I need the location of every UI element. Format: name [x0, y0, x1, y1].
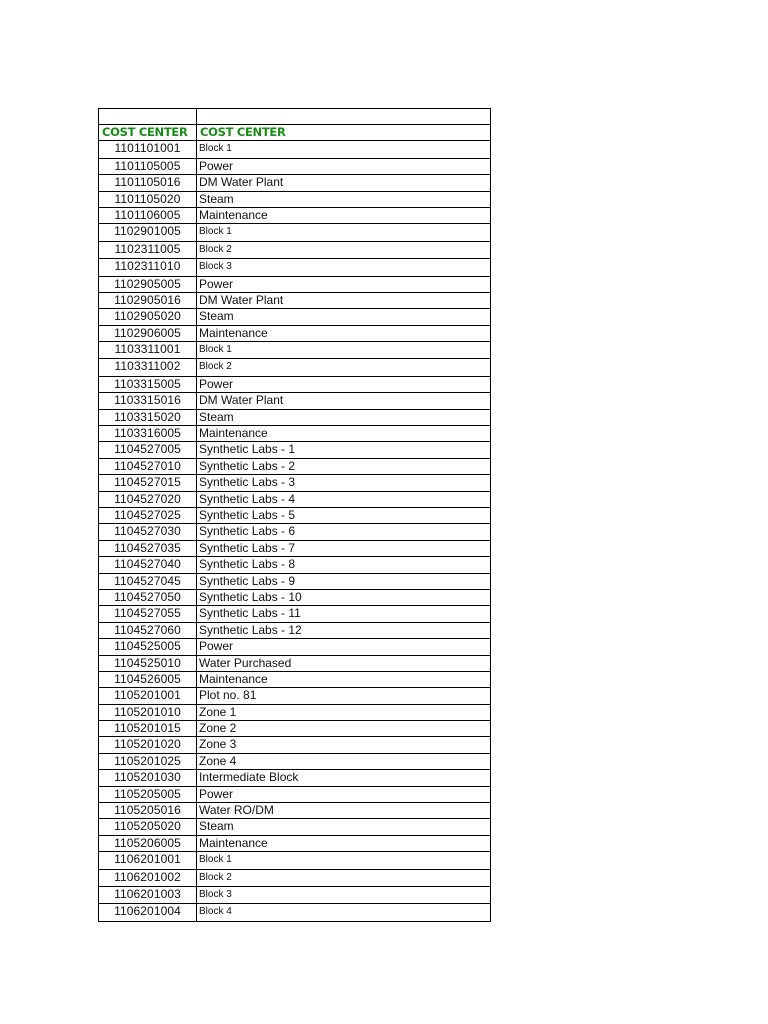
cost-center-name-cell[interactable]: Synthetic Labs - 7: [197, 540, 491, 556]
cost-center-code-cell[interactable]: 1105201030: [99, 770, 197, 786]
table-row: [99, 819, 491, 835]
table-row: [99, 852, 491, 869]
header-row: [99, 125, 491, 141]
cost-center-name-cell[interactable]: Synthetic Labs - 10: [197, 589, 491, 605]
table-row: [99, 573, 491, 589]
table-row: [99, 276, 491, 292]
cost-center-code-cell[interactable]: 1104527045: [99, 573, 197, 589]
cost-center-name-cell[interactable]: Maintenance: [197, 426, 491, 442]
table-row: [99, 753, 491, 769]
cost-center-name-cell[interactable]: Synthetic Labs - 2: [197, 458, 491, 474]
table-row: [99, 721, 491, 737]
cost-center-code-cell[interactable]: 1104527040: [99, 557, 197, 573]
cost-center-code-cell[interactable]: 1105205005: [99, 786, 197, 802]
cost-center-name-cell[interactable]: Power: [197, 639, 491, 655]
cost-center-name-cell[interactable]: DM Water Plant: [197, 175, 491, 191]
cost-center-code-cell[interactable]: 1104527010: [99, 458, 197, 474]
table-row: [99, 475, 491, 491]
cost-center-name-cell[interactable]: Maintenance: [197, 671, 491, 687]
table-row: [99, 442, 491, 458]
cost-center-name-cell[interactable]: DM Water Plant: [197, 393, 491, 409]
cost-center-name-cell[interactable]: Synthetic Labs - 12: [197, 622, 491, 638]
table-row: [99, 342, 491, 359]
table-body: [99, 109, 491, 922]
cost-center-code-cell[interactable]: 1103315020: [99, 409, 197, 425]
cost-center-code-cell[interactable]: 1105205020: [99, 819, 197, 835]
cost-center-code-cell[interactable]: 1103311002: [99, 359, 197, 376]
table-row: [99, 886, 491, 903]
cost-center-name-cell[interactable]: Block 1: [197, 342, 491, 359]
cost-center-name-cell[interactable]: Synthetic Labs - 1: [197, 442, 491, 458]
table-row: [99, 325, 491, 341]
cost-center-code-cell[interactable]: 1103316005: [99, 426, 197, 442]
table-row: [99, 507, 491, 523]
cost-center-code-cell[interactable]: 1103315016: [99, 393, 197, 409]
cost-center-name-cell[interactable]: Block 1: [197, 224, 491, 241]
cost-center-name-cell[interactable]: Synthetic Labs - 4: [197, 491, 491, 507]
cost-center-name-cell[interactable]: Maintenance: [197, 325, 491, 341]
cost-center-code-cell[interactable]: 1103311001: [99, 342, 197, 359]
cost-center-code-cell[interactable]: 1104527025: [99, 507, 197, 523]
cost-center-code-cell[interactable]: 1106201003: [99, 886, 197, 903]
cost-center-name-cell[interactable]: Zone 2: [197, 721, 491, 737]
cost-center-code-cell[interactable]: 1105201001: [99, 688, 197, 704]
cost-center-name-cell[interactable]: Synthetic Labs - 5: [197, 507, 491, 523]
table-row: [99, 359, 491, 376]
cost-center-code-cell[interactable]: 1105201010: [99, 704, 197, 720]
cost-center-name-cell[interactable]: Water Purchased: [197, 655, 491, 671]
cost-center-name-cell[interactable]: Block 2: [197, 359, 491, 376]
table-row: [99, 671, 491, 687]
header-cost-center-code[interactable]: COST CENTER: [99, 125, 197, 141]
table-row: [99, 606, 491, 622]
cost-center-code-cell[interactable]: 1104527035: [99, 540, 197, 556]
table-row: [99, 704, 491, 720]
cost-center-code-cell[interactable]: 1101105016: [99, 175, 197, 191]
table-row: [99, 309, 491, 325]
table-row: [99, 786, 491, 802]
cost-center-name-cell[interactable]: Zone 1: [197, 704, 491, 720]
cost-center-name-cell[interactable]: Block 3: [197, 886, 491, 903]
cost-center-code-cell[interactable]: 1104527060: [99, 622, 197, 638]
table-row: [99, 458, 491, 474]
cost-center-code-cell[interactable]: 1106201004: [99, 904, 197, 921]
cost-center-code-cell[interactable]: 1102311010: [99, 259, 197, 276]
table-row: [99, 540, 491, 556]
cost-center-code-cell[interactable]: 1102901005: [99, 224, 197, 241]
cost-center-name-cell[interactable]: Block 1: [197, 852, 491, 869]
table-row: [99, 409, 491, 425]
cost-center-name-cell[interactable]: Zone 4: [197, 753, 491, 769]
cost-center-name-cell[interactable]: Synthetic Labs - 6: [197, 524, 491, 540]
table-row: [99, 292, 491, 308]
table-row: [99, 259, 491, 276]
cost-center-name-cell[interactable]: Block 2: [197, 241, 491, 258]
cost-center-name-cell[interactable]: Block 4: [197, 904, 491, 921]
table-row: [99, 376, 491, 392]
table-row: [99, 557, 491, 573]
blank-cell[interactable]: [99, 109, 197, 125]
cost-center-code-cell[interactable]: 1106201002: [99, 869, 197, 886]
cost-center-code-cell[interactable]: 1105201020: [99, 737, 197, 753]
cost-center-name-cell[interactable]: Synthetic Labs - 8: [197, 557, 491, 573]
cost-center-code-cell[interactable]: 1102311005: [99, 241, 197, 258]
table-row: [99, 655, 491, 671]
cost-center-code-cell[interactable]: 1101105005: [99, 158, 197, 174]
cost-center-code-cell[interactable]: 1103315005: [99, 376, 197, 392]
cost-center-name-cell[interactable]: Power: [197, 158, 491, 174]
cost-center-code-cell[interactable]: 1102906005: [99, 325, 197, 341]
cost-center-code-cell[interactable]: 1104525010: [99, 655, 197, 671]
cost-center-code-cell[interactable]: 1101101001: [99, 141, 197, 158]
cost-center-name-cell[interactable]: Steam: [197, 309, 491, 325]
cost-center-code-cell[interactable]: 1104527055: [99, 606, 197, 622]
cost-center-name-cell[interactable]: Block 1: [197, 141, 491, 158]
cost-center-name-cell[interactable]: Zone 3: [197, 737, 491, 753]
cost-center-code-cell[interactable]: 1104526005: [99, 671, 197, 687]
table-row: [99, 835, 491, 851]
table-row: [99, 639, 491, 655]
cost-center-code-cell[interactable]: 1101106005: [99, 207, 197, 223]
cost-center-code-cell[interactable]: 1104527030: [99, 524, 197, 540]
cost-center-name-cell[interactable]: Synthetic Labs - 3: [197, 475, 491, 491]
cost-center-table: [98, 108, 491, 922]
cost-center-name-cell[interactable]: Plot no. 81: [197, 688, 491, 704]
blank-cell[interactable]: [197, 109, 491, 125]
table-row: [99, 141, 491, 158]
cost-center-code-cell[interactable]: 1105206005: [99, 835, 197, 851]
table-row: [99, 622, 491, 638]
cost-center-name-cell[interactable]: Block 3: [197, 259, 491, 276]
cost-center-code-cell[interactable]: 1104527005: [99, 442, 197, 458]
table-row: [99, 207, 491, 223]
cost-center-code-cell[interactable]: 1105201015: [99, 721, 197, 737]
cost-center-name-cell[interactable]: Block 2: [197, 869, 491, 886]
cost-center-code-cell[interactable]: 1104525005: [99, 639, 197, 655]
cost-center-name-cell[interactable]: Maintenance: [197, 207, 491, 223]
table-row: [99, 175, 491, 191]
cost-center-name-cell[interactable]: Power: [197, 786, 491, 802]
cost-center-code-cell[interactable]: 1104527050: [99, 589, 197, 605]
cost-center-code-cell[interactable]: 1102905020: [99, 309, 197, 325]
table-row: [99, 904, 491, 921]
table-row: [99, 770, 491, 786]
cost-center-code-cell[interactable]: 1104527015: [99, 475, 197, 491]
cost-center-code-cell[interactable]: 1105201025: [99, 753, 197, 769]
cost-center-code-cell[interactable]: 1106201001: [99, 852, 197, 869]
cost-center-code-cell[interactable]: 1104527020: [99, 491, 197, 507]
table-row: [99, 524, 491, 540]
cost-center-name-cell[interactable]: Steam: [197, 819, 491, 835]
table-row: [99, 803, 491, 819]
cost-center-name-cell[interactable]: DM Water Plant: [197, 292, 491, 308]
table-row: [99, 393, 491, 409]
table-row: [99, 158, 491, 174]
cost-center-name-cell[interactable]: Power: [197, 276, 491, 292]
cost-center-code-cell[interactable]: 1101105020: [99, 191, 197, 207]
cost-center-name-cell[interactable]: Synthetic Labs - 11: [197, 606, 491, 622]
cost-center-code-cell[interactable]: 1102905005: [99, 276, 197, 292]
table-row: [99, 737, 491, 753]
cost-center-name-cell[interactable]: Intermediate Block: [197, 770, 491, 786]
table-row: [99, 191, 491, 207]
cost-center-code-cell[interactable]: 1102905016: [99, 292, 197, 308]
cost-center-name-cell[interactable]: Power: [197, 376, 491, 392]
blank-row: [99, 109, 491, 125]
cost-center-name-cell[interactable]: Steam: [197, 409, 491, 425]
cost-center-name-cell[interactable]: Steam: [197, 191, 491, 207]
table-row: [99, 241, 491, 258]
cost-center-code-cell[interactable]: 1105205016: [99, 803, 197, 819]
header-cost-center-name[interactable]: COST CENTER: [197, 125, 491, 141]
cost-center-name-cell[interactable]: Water RO/DM: [197, 803, 491, 819]
cost-center-name-cell[interactable]: Maintenance: [197, 835, 491, 851]
table-row: [99, 869, 491, 886]
cost-center-name-cell[interactable]: Synthetic Labs - 9: [197, 573, 491, 589]
table-row: [99, 224, 491, 241]
table-row: [99, 491, 491, 507]
table-row: [99, 688, 491, 704]
table-row: [99, 426, 491, 442]
table-row: [99, 589, 491, 605]
